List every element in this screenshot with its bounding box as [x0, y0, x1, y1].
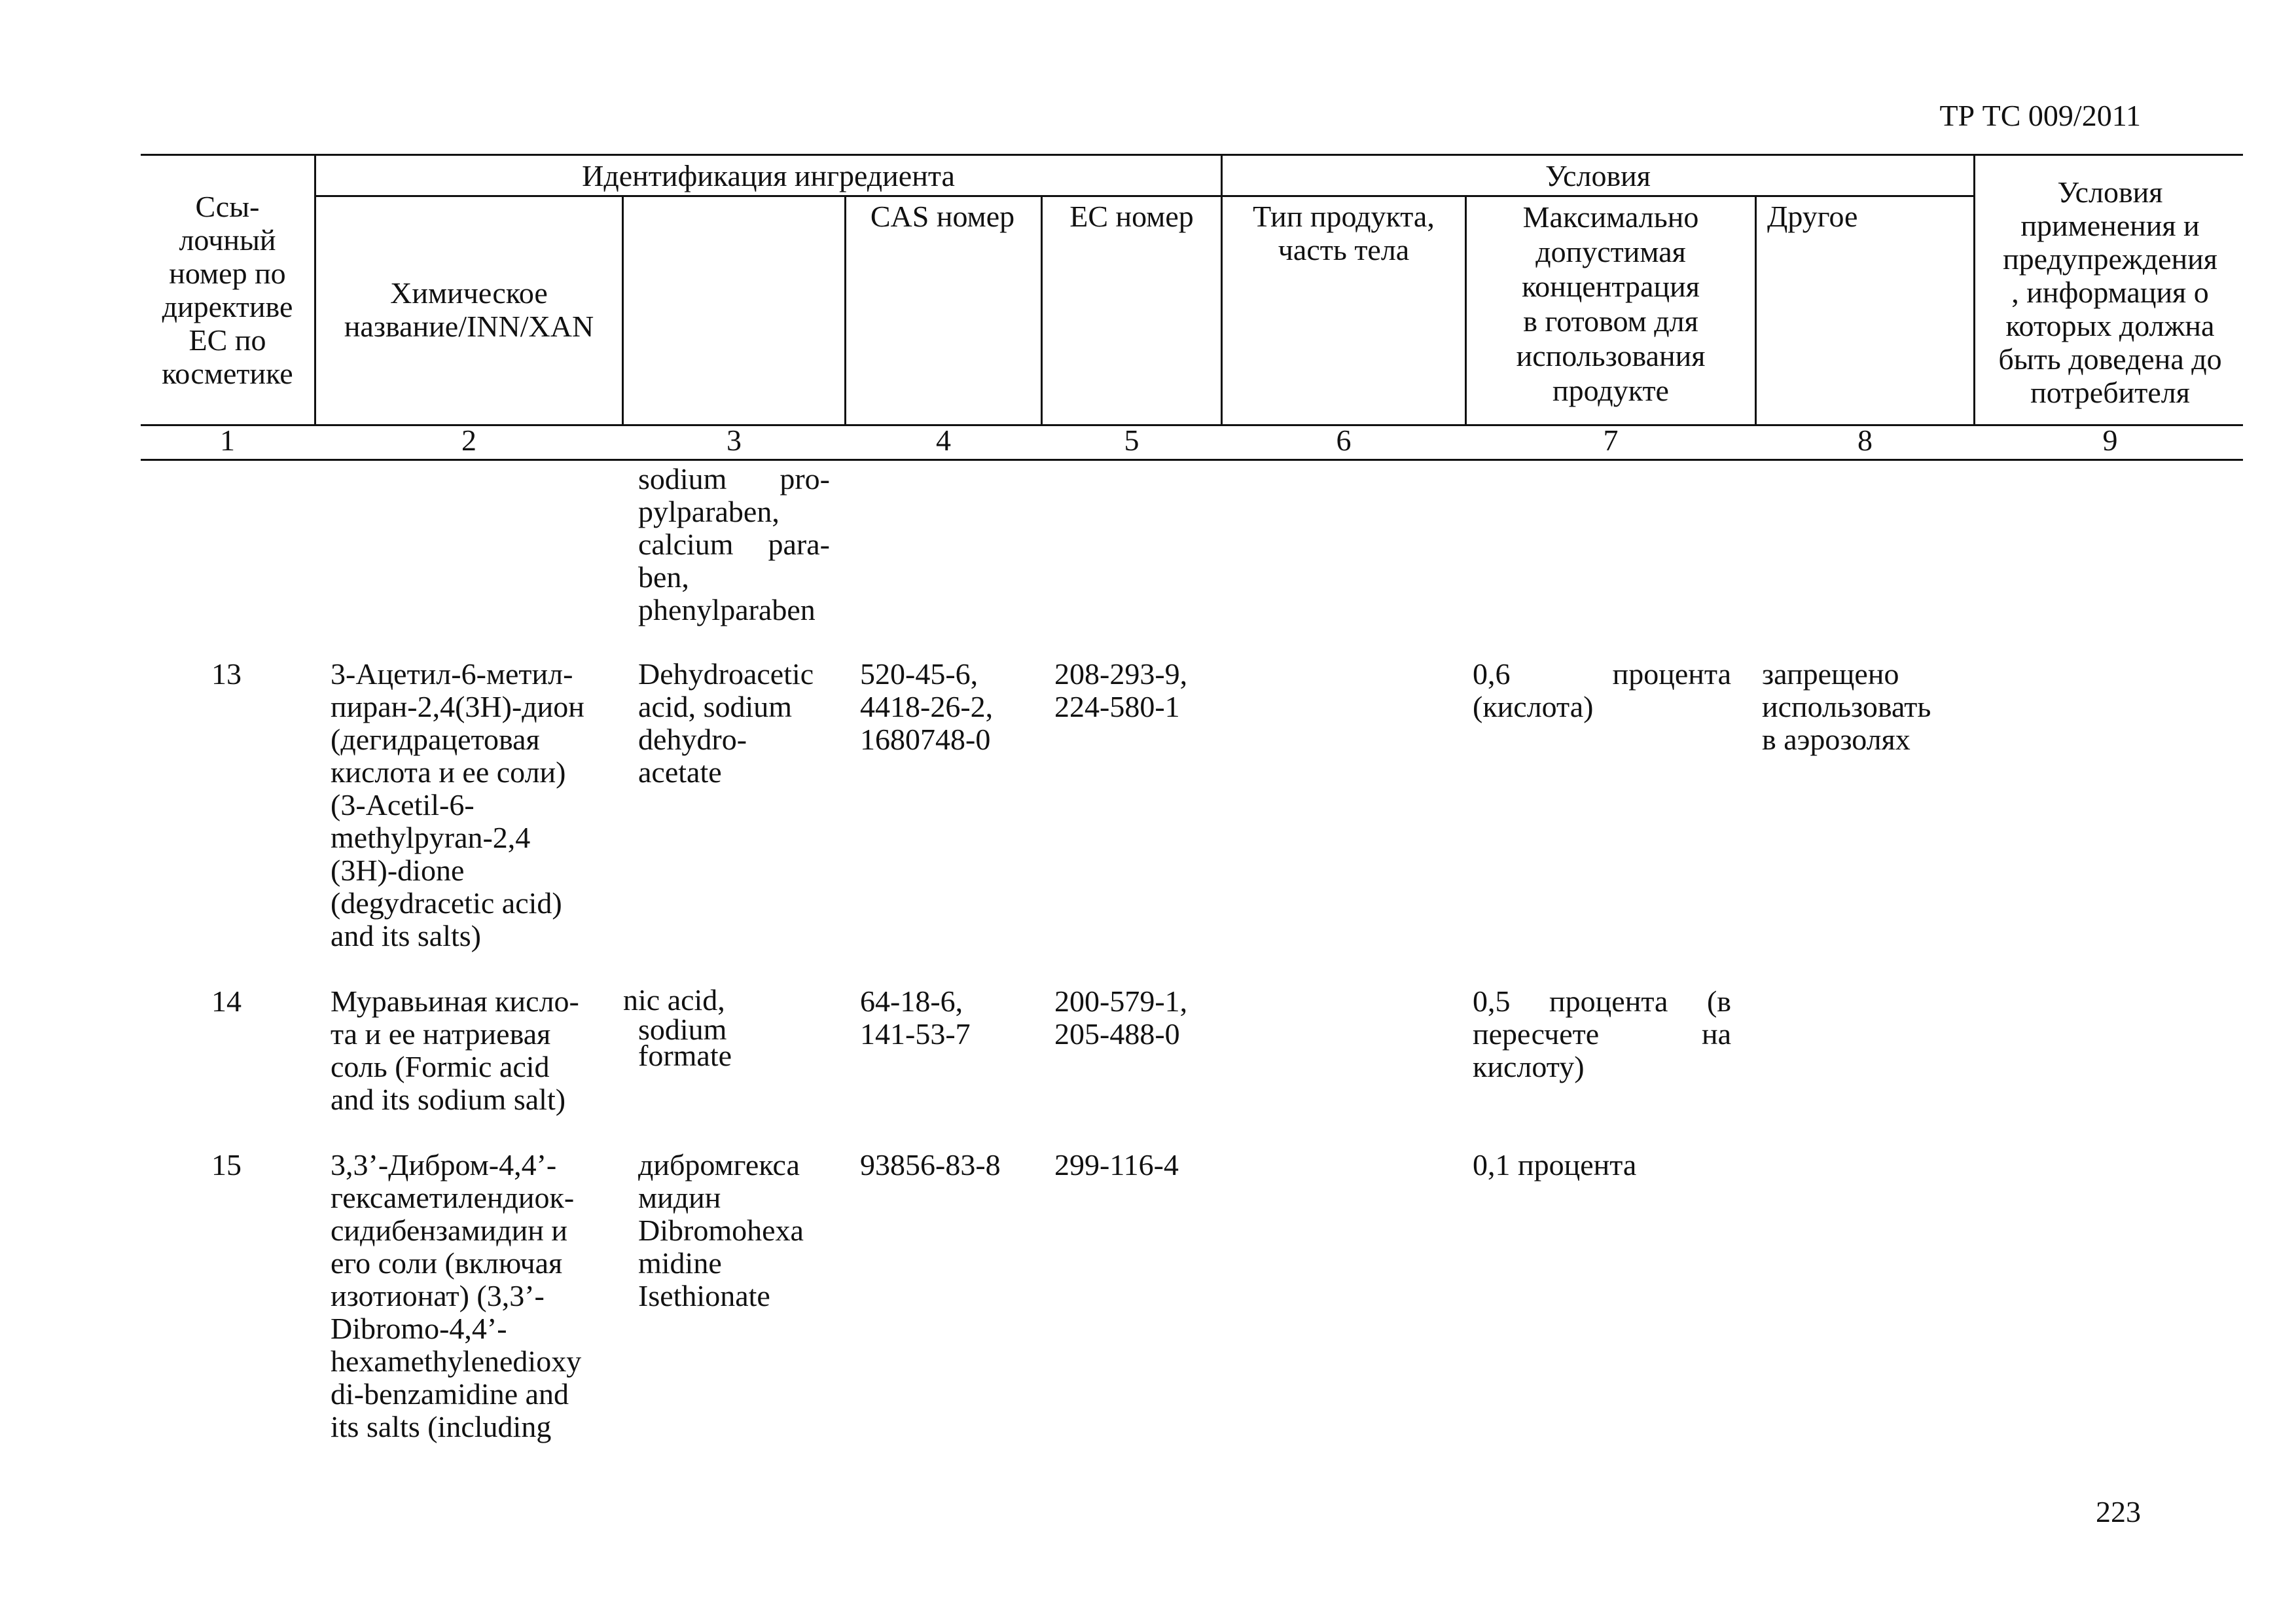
text-line: calcium para-	[638, 528, 830, 561]
row-13-chem-name: 3-Ацетил-6-метил- пиран-2,4(3Н)-дион (дегидрацетовая кислота и ее соли) (3-Acetil-6- methylpyran-2,4 (3H)-dione (degydracetic acid) and its salts)	[331, 657, 584, 952]
col-number-9: 9	[2102, 424, 2118, 457]
header-ref-number: Ссы- лочный номер по директиве ЕС по косметике	[162, 190, 293, 390]
col-number-3: 3	[726, 424, 742, 457]
row-14-cas: 64-18-6, 141-53-7	[860, 984, 971, 1051]
row-14-max-conc: 0,5 процента (в пересчете на кислоту)	[1473, 984, 1731, 1083]
header-product-type: Тип продукта, часть тела	[1253, 200, 1435, 266]
header-cas: CAS номер	[870, 200, 1015, 233]
row-15-cas: 93856-83-8	[860, 1148, 1001, 1182]
header-conditions: Условия применения и предупреждения , информация о которых должна быть доведена до потребителя	[1998, 175, 2222, 409]
row-15-ref: 15	[211, 1148, 242, 1182]
header-ident-group: Идентификация ингредиента	[582, 159, 955, 192]
col-number-8: 8	[1857, 424, 1873, 457]
header-cond-group: Условия	[1545, 159, 1651, 192]
text-line: 0,5 процента (в	[1473, 984, 1731, 1018]
col-number-5: 5	[1124, 424, 1139, 457]
col-number-2: 2	[461, 424, 476, 457]
col-divider	[1755, 196, 1757, 425]
row-15-chem-name: 3,3’-Дибром-4,4’- гексаметилендиок- сидибензамидин и его соли (включая изотионат) (3,3’- Dibromo-4,4’- hexamethylenedioxy di-benzamidine and its salts (including	[331, 1148, 582, 1443]
row-13-max-conc: 0,6 процента (кислота)	[1473, 657, 1731, 723]
row-15-ec: 299-116-4	[1054, 1148, 1179, 1182]
col-number-1: 1	[220, 424, 235, 457]
numbers-bottom-rule	[141, 459, 2243, 461]
page-number: 223	[2096, 1495, 2141, 1528]
row-13-other: запрещено использовать в аэрозолях	[1762, 657, 1931, 756]
row-15-inn: дибромгекса мидин Dibromohexa midine Isethionate	[638, 1148, 804, 1312]
ident-group-rule	[315, 195, 1973, 197]
continuation-inn-names: sodium pro- pylparaben, calcium para- ben, phenylparaben	[638, 462, 830, 626]
row-13-ec: 208-293-9, 224-580-1	[1054, 657, 1188, 723]
document-code: ТР ТС 009/2011	[1939, 99, 2141, 132]
col-number-6: 6	[1336, 424, 1352, 457]
row-15-max-conc: 0,1 процента	[1473, 1148, 1637, 1182]
row-14-ref: 14	[211, 984, 242, 1018]
row-13-cas: 520-45-6, 4418-26-2, 1680748-0	[860, 657, 994, 756]
header-max-conc: Максимально допустимая концентрация в готовом для использования продукте	[1516, 200, 1706, 407]
col-number-4: 4	[936, 424, 951, 457]
row-14-ec: 200-579-1, 205-488-0	[1054, 984, 1188, 1051]
row-13-ref: 13	[211, 657, 242, 691]
table-top-rule	[141, 154, 2243, 156]
col-number-7: 7	[1603, 424, 1619, 457]
text-line: пересчете на	[1473, 1017, 1731, 1051]
text-line: sodium pro-	[638, 462, 830, 496]
col-divider	[1221, 154, 1223, 425]
header-ec: ЕС номер	[1069, 200, 1194, 233]
row-14-chem-name: Муравьиная кисло- та и ее натриевая соль (Formic acid and its sodium salt)	[331, 984, 579, 1116]
header-other: Другое	[1767, 200, 1858, 233]
header-chem-name: Химическое название/INN/XAN	[344, 276, 594, 343]
col-divider	[622, 196, 624, 425]
text-line: 0,6 процента	[1473, 657, 1731, 691]
row-13-inn: Dehydroacetic acid, sodium dehydro- acetate	[638, 657, 814, 789]
row-14-inn: nic acid, sodium formate	[623, 983, 732, 1072]
